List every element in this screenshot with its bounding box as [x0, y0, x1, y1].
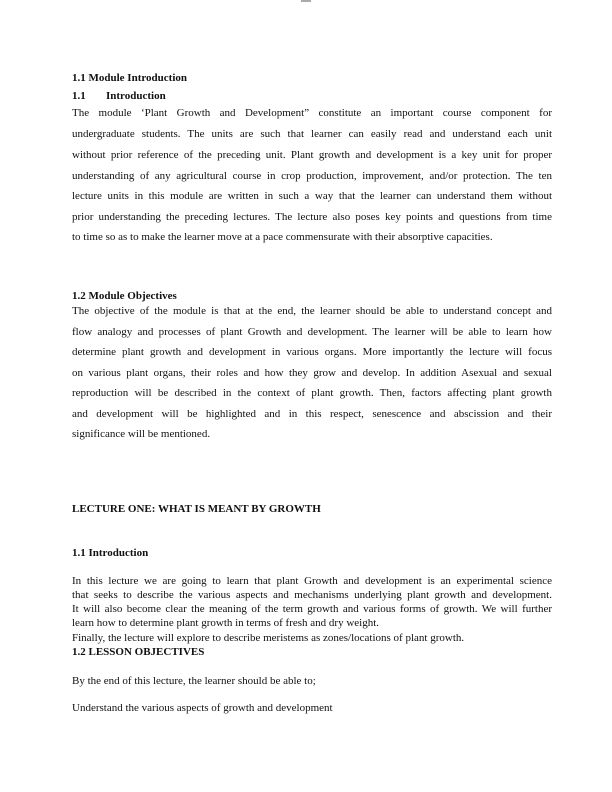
- paragraph-line: prior understanding the preceding lectures. The lecture also poses key points and questions from time: [72, 211, 552, 223]
- paragraph-line: undergraduate students. The units are such that learner can easily read and understand each unit: [72, 128, 552, 140]
- paragraph-line: The module ‘Plant Growth and Development” constitute an important course component for: [72, 107, 552, 119]
- section-heading: 1.1 Module Introduction: [72, 72, 188, 84]
- subsection-number: 1.1: [72, 90, 86, 102]
- paragraph-line: It will also become clear the meaning of the term growth and various forms of growth. We will further: [72, 603, 552, 615]
- subsection-title: Introduction: [106, 90, 166, 102]
- page-top-mark: [301, 0, 311, 2]
- objective-item: Understand the various aspects of growth and development: [72, 702, 333, 714]
- paragraph-line: reproduction will be described in the context of plant growth. Then, factors affecting plant growth: [72, 387, 552, 399]
- paragraph-line: lecture units in this module are written in such a way that the learner can understand them without: [72, 190, 552, 202]
- paragraph-line: understanding of any agricultural course in crop production, improvement, and/or protection. The ten: [72, 170, 552, 182]
- paragraph-line: and development will be highlighted and in this respect, senescence and abscission and their: [72, 408, 552, 420]
- section-heading: 1.2 LESSON OBJECTIVES: [72, 646, 205, 658]
- paragraph-line: determine plant growth and development in various organs. More importantly the lecture will focus: [72, 346, 552, 358]
- paragraph-line: learn how to determine plant growth in terms of fresh and dry weight.: [72, 617, 380, 629]
- paragraph-line: without prior reference of the preceding unit. Plant growth and development is a key unit for proper: [72, 149, 552, 161]
- paragraph-line: Finally, the lecture will explore to describe meristems as zones/locations of plant growth.: [72, 632, 465, 644]
- section-heading: 1.2 Module Objectives: [72, 290, 177, 302]
- subsection-heading: [72, 89, 552, 103]
- lecture-title: LECTURE ONE: WHAT IS MEANT BY GROWTH: [72, 503, 321, 515]
- paragraph-line: The objective of the module is that at the end, the learner should be able to understand concept and: [72, 305, 552, 317]
- paragraph-line: on various plant organs, their roles and how they grow and develop. In addition Asexual and sexual: [72, 367, 552, 379]
- paragraph-line: significance will be mentioned.: [72, 428, 211, 440]
- paragraph-line: In this lecture we are going to learn that plant Growth and development is an experimental science: [72, 575, 552, 587]
- paragraph-line: By the end of this lecture, the learner should be able to;: [72, 675, 316, 687]
- paragraph-line: flow analogy and processes of plant Growth and development. The learner will be able to learn how: [72, 326, 552, 338]
- paragraph-line: to time so as to make the learner move at a pace commensurate with their absorptive capacities.: [72, 231, 493, 243]
- paragraph-line: that seeks to describe the various aspects and mechanisms underlying plant growth and development.: [72, 589, 552, 601]
- section-heading: 1.1 Introduction: [72, 547, 149, 559]
